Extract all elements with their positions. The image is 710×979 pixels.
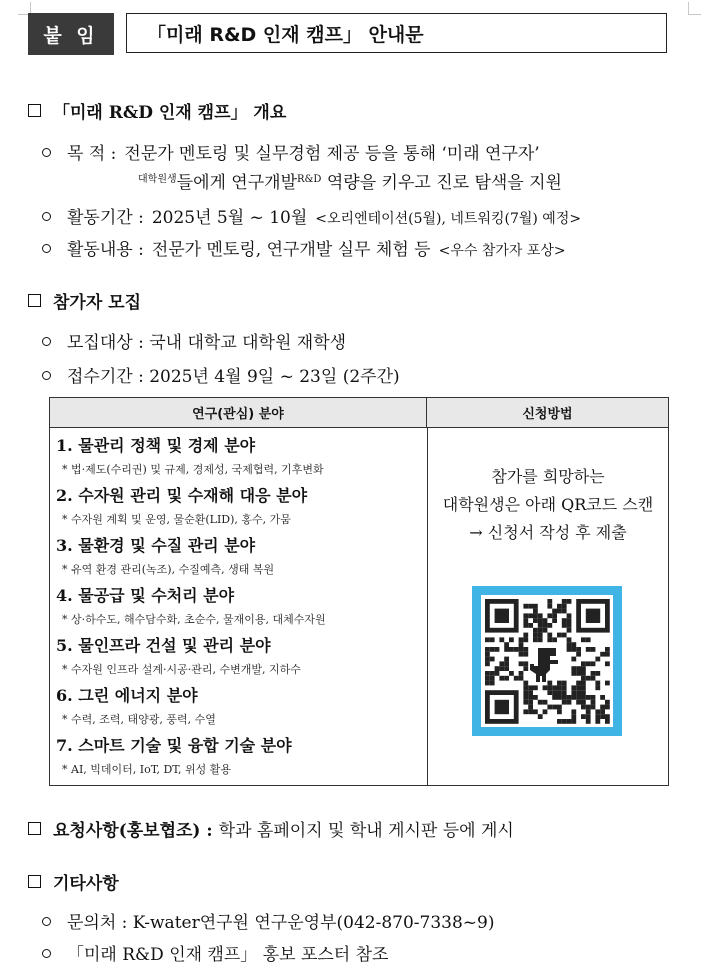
section-etc-heading: 기타사항 <box>28 869 119 894</box>
square-bullet-icon <box>28 822 41 835</box>
table-header-apply: 신청방법 <box>427 398 668 428</box>
section-recruit-heading: 참가자 모집 <box>28 288 141 313</box>
field-title: 5. 물인프라 건설 및 관리 분야 <box>56 636 271 655</box>
field-detail: * 유역 환경 관리(녹조), 수질예측, 생태 복원 <box>62 563 275 576</box>
apply-instruction-line: → 신청서 작성 후 제출 <box>469 523 627 542</box>
square-bullet-icon <box>28 104 41 117</box>
poster-item: 「미래 R&D 인재 캠프」 홍보 포스터 참조 <box>42 940 388 965</box>
circle-bullet-icon <box>42 337 51 346</box>
purpose-item: 목 적 : 전문가 멘토링 및 실무경험 제공 등을 통해 ‘미래 연구자’ <box>42 139 540 164</box>
qr-code-icon[interactable] <box>472 586 622 736</box>
table-header-field: 연구(관심) 분야 <box>50 398 427 428</box>
circle-bullet-icon <box>42 371 51 380</box>
field-detail: * 상·하수도, 해수담수화, 초순수, 물재이용, 대체수자원 <box>62 613 326 626</box>
circle-bullet-icon <box>42 212 51 221</box>
field-title: 6. 그린 에너지 분야 <box>56 686 198 705</box>
field-detail: * 법·제도(수리권) 및 규제, 경제성, 국제협력, 기후변화 <box>62 463 324 476</box>
purpose-line-2: $^{대학원생}$들에게 연구개발$^{R\&D}$ 역량을 키우고 진로 탐색을 지원 <box>138 173 562 193</box>
square-bullet-icon <box>28 294 41 307</box>
page-corner-mark <box>688 2 701 15</box>
field-title: 4. 물공급 및 수처리 분야 <box>56 586 235 605</box>
circle-bullet-icon <box>42 949 51 958</box>
period-item: 활동기간 : 2025년 5월 ~ 10월 <오리엔테이션(5월), 네트워킹(7월) 예정> <box>42 203 581 228</box>
square-bullet-icon <box>28 875 41 888</box>
recruit-target-item: 모집대상 : 국내 대학교 대학원 재학생 <box>42 328 346 353</box>
field-title: 3. 물환경 및 수질 관리 분야 <box>56 536 256 555</box>
apply-instruction-line: 대학원생은 아래 QR코드 스캔 <box>442 495 654 514</box>
circle-bullet-icon <box>42 244 51 253</box>
recruit-period-item: 접수기간 : 2025년 4월 9일 ~ 23일 (2주간) <box>42 362 400 387</box>
document-title: 「미래 R&D 인재 캠프」 안내문 <box>126 13 667 53</box>
section-request-heading: 요청사항(홍보협조) : 학과 홈페이지 및 학내 게시판 등에 게시 <box>28 816 514 841</box>
field-title: 7. 스마트 기술 및 융합 기술 분야 <box>56 736 292 755</box>
field-detail: * AI, 빅데이터, IoT, DT, 위성 활용 <box>62 763 231 776</box>
apply-instruction-line: 참가를 희망하는 <box>491 467 605 486</box>
circle-bullet-icon <box>42 917 51 926</box>
field-detail: * 수자원 인프라 설계·시공·관리, 수변개발, 지하수 <box>62 663 301 676</box>
field-title: 2. 수자원 관리 및 수재해 대응 분야 <box>56 486 308 505</box>
field-title: 1. 물관리 정책 및 경제 분야 <box>56 436 256 455</box>
fields-table <box>49 397 669 786</box>
field-detail: * 수자원 계획 및 운영, 물순환(LID), 홍수, 가뭄 <box>62 513 291 526</box>
section-overview-heading: 「미래 R&D 인재 캠프」 개요 <box>28 98 286 123</box>
activity-item: 활동내용 : 전문가 멘토링, 연구개발 실무 체험 등 <우수 참가자 포상> <box>42 235 566 260</box>
circle-bullet-icon <box>42 148 51 157</box>
attachment-badge: 붙 임 <box>28 13 114 55</box>
document-header <box>28 13 668 55</box>
field-detail: * 수력, 조력, 태양광, 풍력, 수열 <box>62 713 216 726</box>
contact-item: 문의처 : K-water연구원 연구운영부(042-870-7338~9) <box>42 908 494 933</box>
